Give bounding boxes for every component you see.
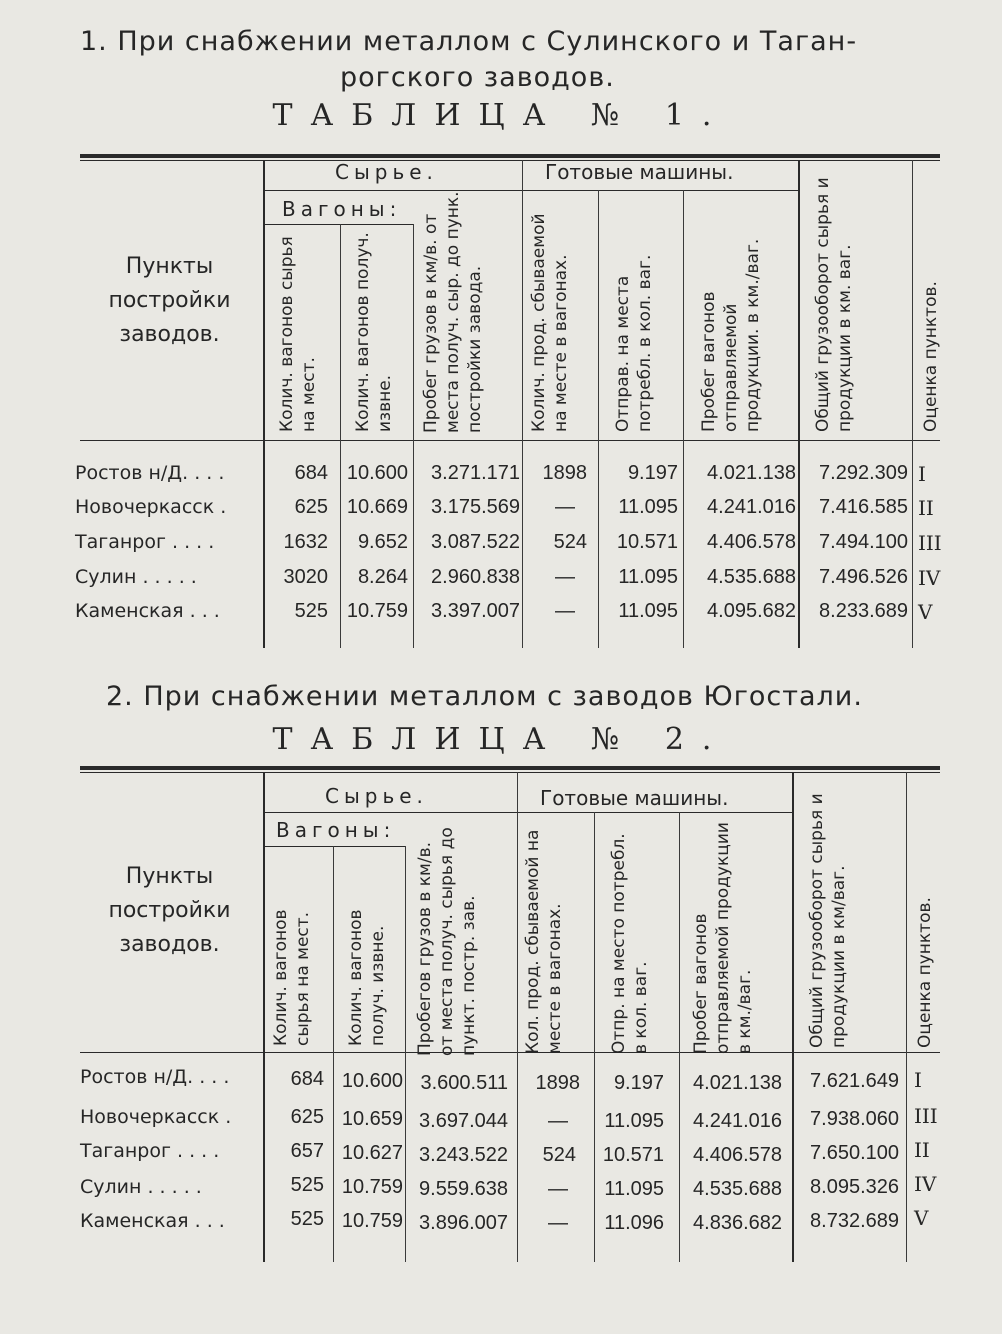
table1-header-col1: Колич. вагонов сырья на мест. (277, 236, 319, 432)
section1-heading-line2: рогского заводов. (340, 62, 615, 93)
table-row: Сулин . . . . . 3020 8.264 2.960.838 — 11.095 4.535.688 7.496.526 IV (75, 566, 941, 590)
table2-header-col6: Пробег вагонов отправляемой продукции в км./ваг. (691, 822, 755, 1054)
table-row: Сулин . . . . . 525 10.759 9.559.638 — 11.095 4.535.688 8.095.326 IV (80, 1172, 937, 1200)
table-row: Таганрог . . . . 1632 9.652 3.087.522 524 10.571 4.406.578 7.494.100 III (75, 531, 942, 555)
table-row: Ростов н/Д. . . . 684 10.600 3.600.511 1898 9.197 4.021.138 7.621.649 I (80, 1066, 922, 1094)
table1-header-col3: Пробег грузов в км/в. от места получ. сыр. до пунк. постройки завода. (421, 191, 485, 433)
table1-header-finished: Готовые машины. (545, 160, 734, 184)
table-row: Новочеркасск . 625 10.669 3.175.569 — 11.095 4.241.016 7.416.585 II (75, 496, 934, 520)
table-row: Каменская . . . 525 10.759 3.397.007 — 11.095 4.095.682 8.233.689 V (75, 600, 933, 624)
table1-header-raw: Сырье. (335, 160, 438, 184)
table-row: Ростов н/Д. . . . 684 10.600 3.271.171 1898 9.197 4.021.138 7.292.309 I (75, 462, 926, 486)
table1-header-col8: Оценка пунктов. (921, 281, 941, 432)
table1-header-col7: Общий грузооборот сырья и продукции в км. ваг. (813, 177, 855, 432)
table2-header-col3: Пробегов грузов в км/в. от места получ. сырья до пункт. постр. зав. (415, 827, 479, 1056)
section1-heading-line1: 1. При снабжении металлом с Сулинского и Таган- (80, 26, 858, 57)
table-row: Новочеркасск . 625 10.659 3.697.044 — 11.095 4.241.016 7.938.060 III (80, 1104, 938, 1132)
table1-header-points: Пункты постройки заводов. (108, 254, 231, 347)
table1-header-col6: Пробег вагонов отправляемой продукции. в км./ваг. (699, 238, 763, 432)
table2-header-finished: Готовые машины. (540, 786, 729, 810)
section2-heading: 2. При снабжении металлом с заводов Югостали. (106, 681, 863, 712)
table2-header-raw: Сырье. (325, 784, 428, 808)
table1-header-wagons: Вагоны: (282, 197, 402, 221)
table2-header-col8: Оценка пунктов. (915, 897, 935, 1048)
table1-header-col5: Отправ. на места потребл. в кол. ваг. (613, 254, 655, 432)
table1-header-col4: Колич. прод. сбываемой на месте в вагонах. (529, 213, 571, 432)
table2-title: ТАБЛИЦА № 2. (272, 722, 730, 757)
table2-header-col7: Общий грузооборот сырья и продукции в км/ваг. (807, 793, 849, 1048)
table1-title: ТАБЛИЦА № 1. (272, 98, 730, 133)
table-row: Таганрог . . . . 657 10.627 3.243.522 524 10.571 4.406.578 7.650.100 II (80, 1138, 930, 1166)
section1-heading (70, 24, 970, 96)
table2-header-col1: Колич. вагонов сырья на мест. (271, 909, 313, 1046)
table2-header-col2: Колич. вагонов получ. извне. (346, 909, 388, 1046)
table-row: Каменская . . . 525 10.759 3.896.007 — 11.096 4.836.682 8.732.689 V (80, 1206, 929, 1234)
table2-header-wagons: Вагоны: (276, 818, 396, 842)
table2-header-col5: Отпр. на место потребл. в кол. ваг. (609, 833, 651, 1054)
table2-header-col4: Кол. прод. сбываемой на месте в вагонах. (523, 829, 565, 1054)
table2-header-points: Пункты постройки заводов. (108, 864, 231, 957)
table1-header-col2: Колич. вагонов получ. извне. (353, 232, 395, 432)
